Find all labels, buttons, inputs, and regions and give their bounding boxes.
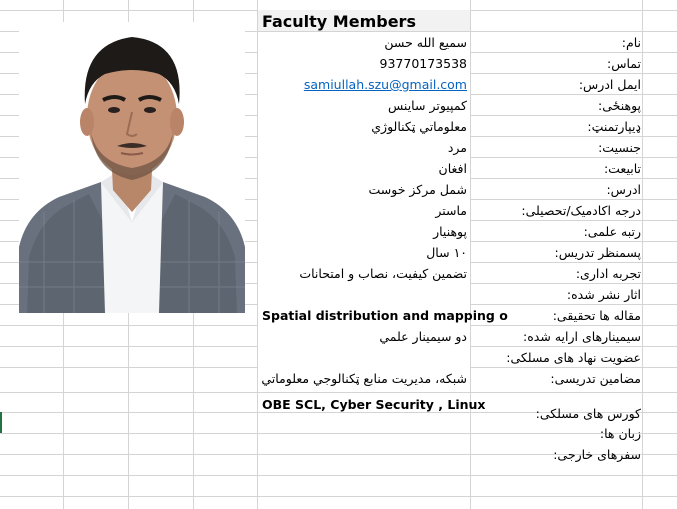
label-department[interactable]: ډیپارتمنټ:: [587, 119, 641, 134]
label-contact[interactable]: تماس:: [607, 56, 641, 71]
label-publications[interactable]: اثار نشر شده:: [566, 287, 641, 302]
label-academic-degree[interactable]: درجه اکادمیک/تحصیلی:: [521, 203, 641, 218]
label-professional-membership[interactable]: عضویت نهاد های مسلکی:: [506, 350, 641, 365]
value-publications[interactable]: [258, 285, 469, 305]
label-admin-experience[interactable]: تجربه اداری:: [575, 266, 641, 281]
label-languages[interactable]: زبان ها:: [599, 426, 641, 441]
value-foreign-travel[interactable]: [258, 445, 469, 465]
value-research-articles[interactable]: Spatial distribution and mapping o: [262, 308, 508, 323]
value-address[interactable]: شمل مرکز خوست: [368, 182, 467, 197]
value-professional-membership[interactable]: [258, 348, 469, 368]
value-academic-rank[interactable]: پوهنیار: [433, 224, 467, 239]
email-link[interactable]: samiullah.szu@gmail.com: [303, 77, 467, 92]
value-teaching-subjects[interactable]: شبکه، مدیریت منابع ټکنالوجي معلوماتي: [261, 371, 467, 386]
sheet-title[interactable]: Faculty Members: [258, 10, 470, 31]
value-faculty[interactable]: کمپیوتر ساینس: [388, 98, 467, 113]
label-gender[interactable]: جنسیت:: [598, 140, 641, 155]
faculty-member-photo[interactable]: [19, 22, 245, 313]
value-professional-courses[interactable]: OBE SCL, Cyber Security , Linux: [262, 397, 486, 412]
label-research-articles[interactable]: مقاله ها تحقیقی:: [552, 308, 641, 323]
gridline: [0, 475, 677, 476]
label-email[interactable]: ایمل ادرس:: [578, 77, 641, 92]
label-academic-rank[interactable]: رتبه علمی:: [583, 224, 641, 239]
value-department[interactable]: معلوماتي ټکنالوژي: [371, 119, 467, 134]
value-teaching-background[interactable]: ۱۰ سال: [426, 245, 467, 260]
label-seminars[interactable]: سیمینارهای ارایه شده:: [523, 329, 641, 344]
label-nationality[interactable]: تابیعت:: [603, 161, 641, 176]
label-foreign-travel[interactable]: سفرهای خارجی:: [553, 447, 641, 462]
selection-indicator: [0, 412, 2, 433]
value-gender[interactable]: مرد: [447, 140, 467, 155]
value-email-link[interactable]: [258, 75, 469, 95]
value-admin-experience[interactable]: تضمین کیفیت، نصاب و امتحانات: [299, 266, 467, 281]
label-professional-courses[interactable]: کورس های مسلکی:: [535, 406, 641, 421]
value-seminars[interactable]: دو سیمینار علمي: [379, 329, 467, 344]
value-contact[interactable]: 93770173538: [379, 56, 467, 71]
gridline: [0, 496, 677, 497]
value-academic-degree[interactable]: ماستر: [435, 203, 467, 218]
label-faculty[interactable]: پوهنځی:: [598, 98, 641, 113]
gridline: [642, 0, 643, 509]
label-teaching-background[interactable]: پسمنظر تدریس:: [554, 245, 641, 260]
label-name[interactable]: نام:: [621, 35, 641, 50]
label-address[interactable]: ادرس:: [606, 182, 641, 197]
value-languages[interactable]: [258, 424, 469, 444]
value-nationality[interactable]: افغان: [438, 161, 467, 176]
label-teaching-subjects[interactable]: مضامین تدریسی:: [550, 371, 641, 386]
value-name[interactable]: سمیع الله حسن: [384, 35, 467, 50]
